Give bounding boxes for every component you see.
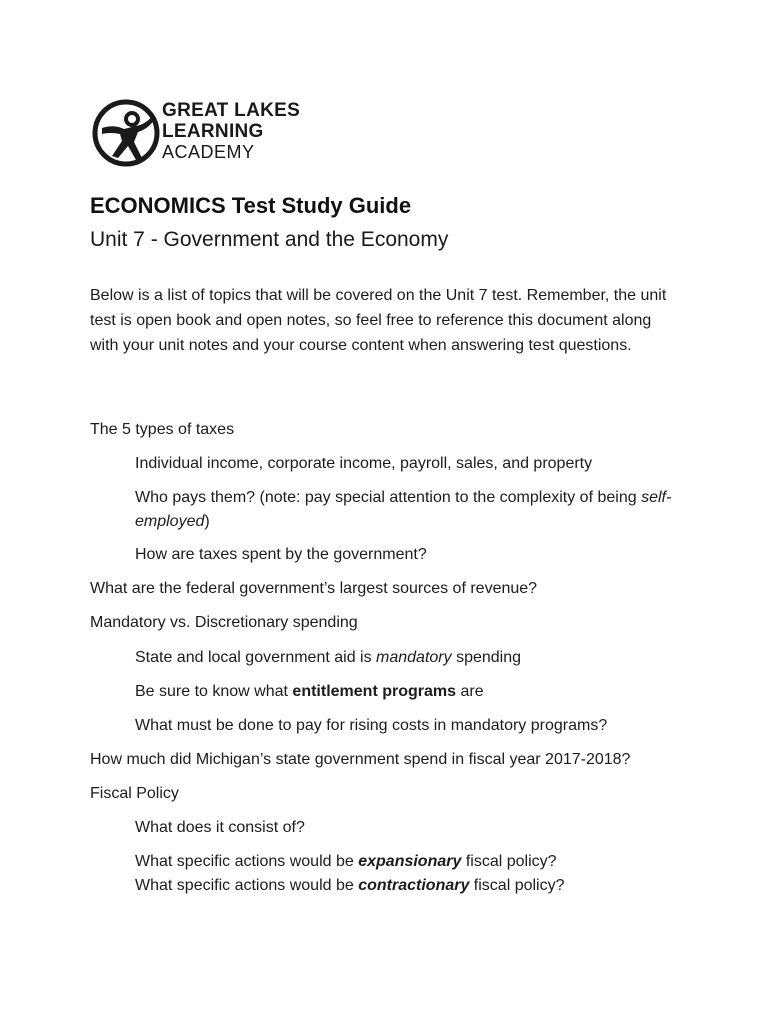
topic-taxes-item-types: Individual income, corporate income, payroll, sales, and property bbox=[135, 455, 593, 472]
topic-spending-item-aid bbox=[135, 646, 521, 670]
logo-line-great-lakes: GREAT LAKES bbox=[162, 100, 301, 121]
document-title: ECONOMICS Test Study Guide bbox=[90, 193, 412, 218]
topic-fiscal-item-consist: What does it consist of? bbox=[135, 819, 305, 836]
document-subtitle: Unit 7 - Government and the Economy bbox=[90, 228, 449, 251]
topic-taxes-item-who-pays bbox=[135, 486, 680, 534]
text-segment: are bbox=[456, 683, 484, 700]
topic-taxes-heading: The 5 types of taxes bbox=[90, 421, 235, 438]
school-logo bbox=[92, 98, 332, 170]
logo-wordmark bbox=[162, 100, 300, 163]
logo-line-learning: LEARNING bbox=[162, 121, 264, 142]
logo-line-academy: ACADEMY bbox=[162, 142, 255, 162]
text-segment: Be sure to know what bbox=[135, 683, 293, 700]
topic-taxes-item-spent: How are taxes spent by the government? bbox=[135, 546, 427, 563]
topic-revenue: What are the federal government’s largest sources of revenue? bbox=[90, 580, 538, 597]
text-segment: ) bbox=[204, 513, 210, 530]
text-segment: Who pays them? (note: pay special attention to the complexity of being bbox=[135, 489, 642, 506]
text-segment: spending bbox=[451, 649, 522, 666]
topic-fiscal-item-expansionary bbox=[135, 850, 557, 874]
topic-spending-heading: Mandatory vs. Discretionary spending bbox=[90, 614, 358, 631]
text-segment: What specific actions would be bbox=[135, 853, 359, 870]
emphasis-self-employed: self-employed bbox=[135, 489, 672, 530]
emphasis-contractionary: contractionary bbox=[358, 877, 470, 894]
academy-emblem-icon bbox=[92, 98, 160, 168]
text-segment: fiscal policy? bbox=[469, 877, 565, 894]
text-segment: State and local government aid is bbox=[135, 649, 377, 666]
emphasis-expansionary: expansionary bbox=[358, 853, 462, 870]
emphasis-entitlement-programs: entitlement programs bbox=[292, 683, 457, 700]
topic-spending-item-rising-costs: What must be done to pay for rising costs in mandatory programs? bbox=[135, 717, 608, 734]
topic-fiscal-item-contractionary bbox=[135, 874, 565, 898]
topic-michigan: How much did Michigan’s state government spend in fiscal year 2017-2018? bbox=[90, 751, 631, 768]
text-segment: fiscal policy? bbox=[461, 853, 557, 870]
intro-paragraph: Below is a list of topics that will be covered on the Unit 7 test. Remember, the unit test is open book and open notes, so feel free to reference this document along with your unit notes and your course content when answering test questions. bbox=[90, 287, 667, 354]
text-segment: What specific actions would be bbox=[135, 877, 359, 894]
topic-spending-item-entitlement bbox=[135, 680, 484, 704]
emphasis-mandatory: mandatory bbox=[376, 649, 452, 666]
topic-fiscal-heading: Fiscal Policy bbox=[90, 785, 179, 802]
